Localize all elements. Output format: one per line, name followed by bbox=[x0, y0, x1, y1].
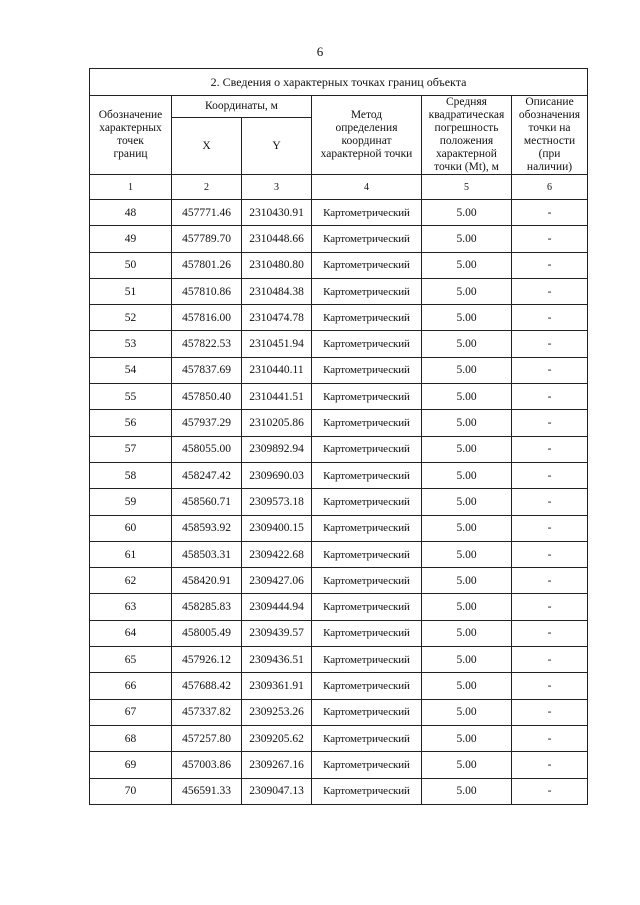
table-row bbox=[90, 410, 588, 436]
table-row bbox=[90, 278, 588, 304]
y-coordinate-cell: 2310474.78 bbox=[242, 305, 312, 331]
point-number-cell: 61 bbox=[90, 541, 172, 567]
x-coordinate-cell: 458285.83 bbox=[172, 594, 242, 620]
point-number-cell: 58 bbox=[90, 462, 172, 488]
table-row bbox=[90, 673, 588, 699]
y-coordinate-cell: 2310441.51 bbox=[242, 384, 312, 410]
y-coordinate-cell: 2309444.94 bbox=[242, 594, 312, 620]
table-row bbox=[90, 620, 588, 646]
x-coordinate-cell: 457003.86 bbox=[172, 752, 242, 778]
table-row bbox=[90, 725, 588, 751]
table-row bbox=[90, 357, 588, 383]
description-cell: - bbox=[512, 752, 588, 778]
description-cell: - bbox=[512, 436, 588, 462]
accuracy-cell: 5.00 bbox=[422, 568, 512, 594]
method-cell: Картометрический bbox=[312, 515, 422, 541]
table-row bbox=[90, 489, 588, 515]
description-cell: - bbox=[512, 620, 588, 646]
description-cell: - bbox=[512, 278, 588, 304]
description-cell: - bbox=[512, 384, 588, 410]
accuracy-cell: 5.00 bbox=[422, 331, 512, 357]
y-coordinate-cell: 2309573.18 bbox=[242, 489, 312, 515]
boundary-points-table bbox=[89, 68, 588, 805]
point-number-cell: 48 bbox=[90, 200, 172, 226]
x-coordinate-cell: 457789.70 bbox=[172, 226, 242, 252]
description-cell: - bbox=[512, 647, 588, 673]
method-cell: Картометрический bbox=[312, 331, 422, 357]
table-row bbox=[90, 252, 588, 278]
point-number-cell: 52 bbox=[90, 305, 172, 331]
point-number-cell: 49 bbox=[90, 226, 172, 252]
description-cell: - bbox=[512, 331, 588, 357]
table-row bbox=[90, 436, 588, 462]
accuracy-cell: 5.00 bbox=[422, 725, 512, 751]
table-row bbox=[90, 568, 588, 594]
point-number-cell: 63 bbox=[90, 594, 172, 620]
description-cell: - bbox=[512, 357, 588, 383]
point-number-cell: 66 bbox=[90, 673, 172, 699]
description-cell: - bbox=[512, 541, 588, 567]
header-method: Метод определения координат характерной точки bbox=[312, 96, 422, 175]
method-cell: Картометрический bbox=[312, 673, 422, 699]
description-cell: - bbox=[512, 226, 588, 252]
accuracy-cell: 5.00 bbox=[422, 226, 512, 252]
y-coordinate-cell: 2310451.94 bbox=[242, 331, 312, 357]
column-numbers-row bbox=[90, 175, 588, 200]
y-coordinate-cell: 2310480.80 bbox=[242, 252, 312, 278]
y-coordinate-cell: 2309422.68 bbox=[242, 541, 312, 567]
point-number-cell: 54 bbox=[90, 357, 172, 383]
column-number: 3 bbox=[242, 175, 312, 200]
column-number: 2 bbox=[172, 175, 242, 200]
method-cell: Картометрический bbox=[312, 252, 422, 278]
method-cell: Картометрический bbox=[312, 647, 422, 673]
column-number: 1 bbox=[90, 175, 172, 200]
y-coordinate-cell: 2309267.16 bbox=[242, 752, 312, 778]
method-cell: Картометрический bbox=[312, 226, 422, 252]
column-number: 4 bbox=[312, 175, 422, 200]
y-coordinate-cell: 2309892.94 bbox=[242, 436, 312, 462]
accuracy-cell: 5.00 bbox=[422, 778, 512, 804]
y-coordinate-cell: 2310430.91 bbox=[242, 200, 312, 226]
y-coordinate-cell: 2309361.91 bbox=[242, 673, 312, 699]
x-coordinate-cell: 457926.12 bbox=[172, 647, 242, 673]
accuracy-cell: 5.00 bbox=[422, 278, 512, 304]
point-number-cell: 50 bbox=[90, 252, 172, 278]
point-number-cell: 53 bbox=[90, 331, 172, 357]
point-number-cell: 60 bbox=[90, 515, 172, 541]
point-number-cell: 57 bbox=[90, 436, 172, 462]
x-coordinate-cell: 457801.26 bbox=[172, 252, 242, 278]
accuracy-cell: 5.00 bbox=[422, 462, 512, 488]
x-coordinate-cell: 458055.00 bbox=[172, 436, 242, 462]
table-row bbox=[90, 699, 588, 725]
method-cell: Картометрический bbox=[312, 752, 422, 778]
accuracy-cell: 5.00 bbox=[422, 436, 512, 462]
x-coordinate-cell: 457810.86 bbox=[172, 278, 242, 304]
y-coordinate-cell: 2309690.03 bbox=[242, 462, 312, 488]
x-coordinate-cell: 457822.53 bbox=[172, 331, 242, 357]
method-cell: Картометрический bbox=[312, 594, 422, 620]
x-coordinate-cell: 457337.82 bbox=[172, 699, 242, 725]
table-row bbox=[90, 594, 588, 620]
x-coordinate-cell: 458005.49 bbox=[172, 620, 242, 646]
accuracy-cell: 5.00 bbox=[422, 541, 512, 567]
method-cell: Картометрический bbox=[312, 200, 422, 226]
point-number-cell: 64 bbox=[90, 620, 172, 646]
method-cell: Картометрический bbox=[312, 410, 422, 436]
header-x: X bbox=[172, 117, 242, 174]
y-coordinate-cell: 2309427.06 bbox=[242, 568, 312, 594]
y-coordinate-cell: 2309436.51 bbox=[242, 647, 312, 673]
accuracy-cell: 5.00 bbox=[422, 620, 512, 646]
method-cell: Картометрический bbox=[312, 357, 422, 383]
accuracy-cell: 5.00 bbox=[422, 357, 512, 383]
accuracy-cell: 5.00 bbox=[422, 305, 512, 331]
column-number: 6 bbox=[512, 175, 588, 200]
description-cell: - bbox=[512, 673, 588, 699]
method-cell: Картометрический bbox=[312, 699, 422, 725]
table-row bbox=[90, 384, 588, 410]
description-cell: - bbox=[512, 252, 588, 278]
accuracy-cell: 5.00 bbox=[422, 489, 512, 515]
method-cell: Картометрический bbox=[312, 462, 422, 488]
accuracy-cell: 5.00 bbox=[422, 384, 512, 410]
method-cell: Картометрический bbox=[312, 436, 422, 462]
table-row bbox=[90, 647, 588, 673]
table-row bbox=[90, 778, 588, 804]
method-cell: Картометрический bbox=[312, 305, 422, 331]
point-number-cell: 65 bbox=[90, 647, 172, 673]
method-cell: Картометрический bbox=[312, 568, 422, 594]
table-body bbox=[90, 200, 588, 805]
accuracy-cell: 5.00 bbox=[422, 699, 512, 725]
table-row bbox=[90, 752, 588, 778]
y-coordinate-cell: 2310484.38 bbox=[242, 278, 312, 304]
x-coordinate-cell: 457257.80 bbox=[172, 725, 242, 751]
point-number-cell: 69 bbox=[90, 752, 172, 778]
table-row bbox=[90, 541, 588, 567]
y-coordinate-cell: 2310440.11 bbox=[242, 357, 312, 383]
accuracy-cell: 5.00 bbox=[422, 673, 512, 699]
table-row bbox=[90, 226, 588, 252]
table-row bbox=[90, 515, 588, 541]
description-cell: - bbox=[512, 568, 588, 594]
point-number-cell: 67 bbox=[90, 699, 172, 725]
description-cell: - bbox=[512, 725, 588, 751]
header-row-1 bbox=[90, 96, 588, 118]
y-coordinate-cell: 2309400.15 bbox=[242, 515, 312, 541]
description-cell: - bbox=[512, 699, 588, 725]
y-coordinate-cell: 2310205.86 bbox=[242, 410, 312, 436]
method-cell: Картометрический bbox=[312, 620, 422, 646]
section-title: 2. Сведения о характерных точках границ объекта bbox=[90, 69, 588, 96]
method-cell: Картометрический bbox=[312, 778, 422, 804]
point-number-cell: 70 bbox=[90, 778, 172, 804]
method-cell: Картометрический bbox=[312, 384, 422, 410]
description-cell: - bbox=[512, 410, 588, 436]
description-cell: - bbox=[512, 305, 588, 331]
description-cell: - bbox=[512, 462, 588, 488]
description-cell: - bbox=[512, 200, 588, 226]
accuracy-cell: 5.00 bbox=[422, 594, 512, 620]
point-number-cell: 56 bbox=[90, 410, 172, 436]
x-coordinate-cell: 458503.31 bbox=[172, 541, 242, 567]
y-coordinate-cell: 2310448.66 bbox=[242, 226, 312, 252]
point-number-cell: 62 bbox=[90, 568, 172, 594]
point-number-cell: 51 bbox=[90, 278, 172, 304]
table-row bbox=[90, 331, 588, 357]
x-coordinate-cell: 457816.00 bbox=[172, 305, 242, 331]
description-cell: - bbox=[512, 778, 588, 804]
y-coordinate-cell: 2309047.13 bbox=[242, 778, 312, 804]
header-y: Y bbox=[242, 117, 312, 174]
header-accuracy: Средняя квадратическая погрешность положения характерной точки (Mt), м bbox=[422, 96, 512, 175]
method-cell: Картометрический bbox=[312, 725, 422, 751]
x-coordinate-cell: 457850.40 bbox=[172, 384, 242, 410]
y-coordinate-cell: 2309205.62 bbox=[242, 725, 312, 751]
accuracy-cell: 5.00 bbox=[422, 410, 512, 436]
table-row bbox=[90, 305, 588, 331]
description-cell: - bbox=[512, 489, 588, 515]
method-cell: Картометрический bbox=[312, 489, 422, 515]
header-point: Обозначение характерных точек границ bbox=[90, 96, 172, 175]
table-row bbox=[90, 462, 588, 488]
accuracy-cell: 5.00 bbox=[422, 252, 512, 278]
point-number-cell: 55 bbox=[90, 384, 172, 410]
method-cell: Картометрический bbox=[312, 541, 422, 567]
y-coordinate-cell: 2309253.26 bbox=[242, 699, 312, 725]
accuracy-cell: 5.00 bbox=[422, 647, 512, 673]
y-coordinate-cell: 2309439.57 bbox=[242, 620, 312, 646]
x-coordinate-cell: 458420.91 bbox=[172, 568, 242, 594]
point-number-cell: 68 bbox=[90, 725, 172, 751]
accuracy-cell: 5.00 bbox=[422, 515, 512, 541]
x-coordinate-cell: 458560.71 bbox=[172, 489, 242, 515]
point-number-cell: 59 bbox=[90, 489, 172, 515]
table-row bbox=[90, 200, 588, 226]
x-coordinate-cell: 457937.29 bbox=[172, 410, 242, 436]
page-number: 6 bbox=[316, 44, 324, 59]
accuracy-cell: 5.00 bbox=[422, 200, 512, 226]
header-description: Описание обозначения точки на местности (при наличии) bbox=[512, 96, 588, 175]
x-coordinate-cell: 457688.42 bbox=[172, 673, 242, 699]
description-cell: - bbox=[512, 515, 588, 541]
section-title-row bbox=[90, 69, 588, 96]
x-coordinate-cell: 458593.92 bbox=[172, 515, 242, 541]
x-coordinate-cell: 457837.69 bbox=[172, 357, 242, 383]
description-cell: - bbox=[512, 594, 588, 620]
header-coordinates: Координаты, м bbox=[172, 96, 312, 118]
accuracy-cell: 5.00 bbox=[422, 752, 512, 778]
method-cell: Картометрический bbox=[312, 278, 422, 304]
x-coordinate-cell: 457771.46 bbox=[172, 200, 242, 226]
x-coordinate-cell: 456591.33 bbox=[172, 778, 242, 804]
x-coordinate-cell: 458247.42 bbox=[172, 462, 242, 488]
column-number: 5 bbox=[422, 175, 512, 200]
